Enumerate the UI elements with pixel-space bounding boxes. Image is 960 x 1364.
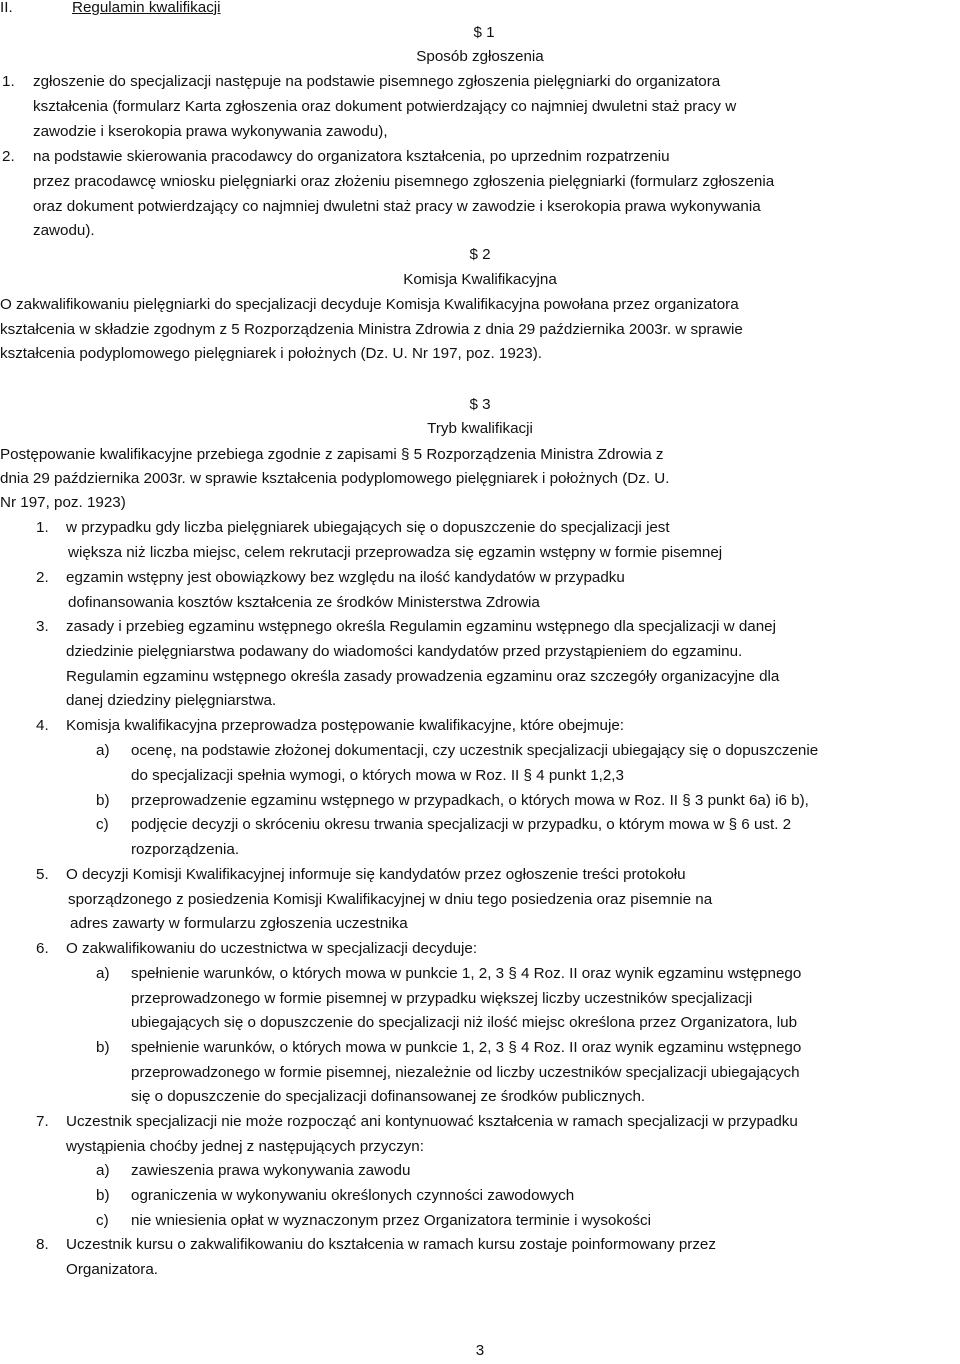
text-line: zawodzie i kserokopia prawa wykonywania zawodu), bbox=[33, 123, 388, 140]
text-line: przez pracodawcę wniosku pielęgniarki oraz złożeniu pisemnego zgłoszenia pielęgniarki (formularz zgłoszenia bbox=[33, 173, 775, 190]
text-line: Nr 197, poz. 1923) bbox=[0, 494, 126, 511]
sub-list-letter: b) bbox=[96, 792, 110, 809]
sub-list-line: spełnienie warunków, o których mowa w punkcie 1, 2, 3 § 4 Roz. II oraz wynik egzaminu wstępnego bbox=[131, 1039, 802, 1056]
list-item-line: egzamin wstępny jest obowiązkowy bez względu na ilość kandydatów w przypadku bbox=[66, 569, 625, 586]
list-item-line: O decyzji Komisji Kwalifikacyjnej informuje się kandydatów przez ogłoszenie treści protokołu bbox=[66, 866, 686, 883]
list-number: 7. bbox=[36, 1113, 49, 1130]
list-number: 4. bbox=[36, 717, 49, 734]
sub-list-letter: c) bbox=[96, 1212, 109, 1229]
section-title: Regulamin kwalifikacji bbox=[72, 0, 221, 16]
sub-list-line: przeprowadzonego w formie pisemnej, niezależnie od liczby uczestników specjalizacji ubiegających bbox=[131, 1064, 800, 1081]
sub-list-line: nie wniesienia opłat w wyznaczonym przez Organizatora terminie i wysokości bbox=[131, 1212, 651, 1229]
text-line: oraz dokument potwierdzający co najmniej dwuletni staż pracy w zawodzie i kserokopia prawa wykonywania bbox=[33, 198, 761, 215]
list-item-line: Uczestnik kursu o zakwalifikowaniu do kształcenia w ramach kursu zostaje poinformowany przez bbox=[66, 1236, 716, 1253]
list-number: 2. bbox=[36, 569, 49, 586]
paragraph-title-2: Komisja Kwalifikacyjna bbox=[403, 271, 557, 288]
sub-list-line: przeprowadzenie egzaminu wstępnego w przypadkach, o których mowa w Roz. II § 3 punkt 6a) i6 b), bbox=[131, 792, 809, 809]
list-item-line: Uczestnik specjalizacji nie może rozpocząć ani kontynuować kształcenia w ramach specjalizacji w przypadku bbox=[66, 1113, 798, 1130]
sub-list-line: ocenę, na podstawie złożonej dokumentacji, czy uczestnik specjalizacji ubiegający się o dopuszczenie bbox=[131, 742, 819, 759]
sub-list-letter: b) bbox=[96, 1039, 110, 1056]
sub-list-letter: a) bbox=[96, 742, 110, 759]
list-number: 1. bbox=[36, 519, 49, 536]
text-line: O zakwalifikowaniu pielęgniarki do specjalizacji decyduje Komisja Kwalifikacyjna powołana przez organizatora bbox=[0, 296, 739, 313]
list-number: 6. bbox=[36, 940, 49, 957]
sub-list-line: spełnienie warunków, o których mowa w punkcie 1, 2, 3 § 4 Roz. II oraz wynik egzaminu wstępnego bbox=[131, 965, 802, 982]
list-item-line: zasady i przebieg egzaminu wstępnego określa Regulamin egzaminu wstępnego dla specjalizacji w danej bbox=[66, 618, 777, 635]
sub-list-line: przeprowadzonego w formie pisemnej w przypadku większej liczby uczestników specjalizacji bbox=[131, 990, 753, 1007]
sub-list-letter: a) bbox=[96, 965, 110, 982]
list-item-line: większa niż liczba miejsc, celem rekrutacji przeprowadza się egzamin wstępny w formie pisemnej bbox=[68, 544, 723, 561]
paragraph-mark-3: $ 3 bbox=[469, 396, 491, 413]
sub-list-letter: b) bbox=[96, 1187, 110, 1204]
text-line: Postępowanie kwalifikacyjne przebiega zgodnie z zapisami § 5 Rozporządzenia Ministra Zdrowia z bbox=[0, 446, 664, 463]
page-number: 3 bbox=[475, 1342, 485, 1359]
list-item-line: adres zawarty w formularzu zgłoszenia uczestnika bbox=[70, 915, 408, 932]
sub-list-line: rozporządzenia. bbox=[131, 841, 240, 858]
paragraph-mark-2: $ 2 bbox=[469, 246, 491, 263]
paragraph-mark-1: $ 1 bbox=[473, 24, 495, 41]
list-number: 5. bbox=[36, 866, 49, 883]
sub-list-line: się o dopuszczenie do specjalizacji dofinansowanej ze środków publicznych. bbox=[131, 1088, 646, 1105]
text-line: zawodu). bbox=[33, 222, 95, 239]
sub-list-line: ubiegających się o dopuszczenie do specjalizacji niż ilość miejsc określona przez Organizatora, lub bbox=[131, 1014, 798, 1031]
paragraph-title-3: Tryb kwalifikacji bbox=[427, 420, 533, 437]
sub-list-letter: a) bbox=[96, 1162, 110, 1179]
sub-list-line: podjęcie decyzji o skróceniu okresu trwania specjalizacji w przypadku, o którym mowa w § 6 ust. 2 bbox=[131, 816, 792, 833]
list-item-line: w przypadku gdy liczba pielęgniarek ubiegających się o dopuszczenie do specjalizacji jest bbox=[66, 519, 670, 536]
list-item-line: sporządzonego z posiedzenia Komisji Kwalifikacyjnej w dniu tego posiedzenia oraz pisemnie na bbox=[68, 891, 713, 908]
text-line: kształcenia w składzie zgodnym z 5 Rozporządzenia Ministra Zdrowia z dnia 29 października 2003r. w sprawie bbox=[0, 321, 743, 338]
sub-list-line: do specjalizacji spełnia wymogi, o których mowa w Roz. II § 4 punkt 1,2,3 bbox=[131, 767, 624, 784]
list-item-line: danej dziedziny pielęgniarstwa. bbox=[66, 692, 277, 709]
sub-list-line: ograniczenia w wykonywaniu określonych czynności zawodowych bbox=[131, 1187, 575, 1204]
text-line: kształcenia podyplomowego pielęgniarek i położnych (Dz. U. Nr 197, poz. 1923). bbox=[0, 345, 542, 362]
text-line: dnia 29 października 2003r. w sprawie kształcenia podyplomowego pielęgniarek i położnych (Dz. U. bbox=[0, 470, 670, 487]
list-number: 8. bbox=[36, 1236, 49, 1253]
text-line: kształcenia (formularz Karta zgłoszenia oraz dokument potwierdzający co najmniej dwuletni staż pracy w bbox=[33, 98, 737, 115]
list-number: 2. bbox=[2, 148, 15, 165]
list-number: 1. bbox=[2, 73, 15, 90]
section-roman-numeral: II. bbox=[0, 0, 13, 16]
sub-list-letter: c) bbox=[96, 816, 109, 833]
list-item-line: Komisja kwalifikacyjna przeprowadza postępowanie kwalifikacyjne, które obejmuje: bbox=[66, 717, 624, 734]
text-line: na podstawie skierowania pracodawcy do organizatora kształcenia, po uprzednim rozpatrzeniu bbox=[33, 148, 670, 165]
sub-list-line: zawieszenia prawa wykonywania zawodu bbox=[131, 1162, 411, 1179]
list-item-line: dofinansowania kosztów kształcenia ze środków Ministerstwa Zdrowia bbox=[68, 594, 540, 611]
list-item-line: O zakwalifikowaniu do uczestnictwa w specjalizacji decyduje: bbox=[66, 940, 478, 957]
list-number: 3. bbox=[36, 618, 49, 635]
paragraph-title-1: Sposób zgłoszenia bbox=[416, 48, 544, 65]
list-item-line: Regulamin egzaminu wstępnego określa zasady prowadzenia egzaminu oraz szczegóły organizacyjne dla bbox=[66, 668, 780, 685]
text-line: zgłoszenie do specjalizacji następuje na podstawie pisemnego zgłoszenia pielęgniarki do organizatora bbox=[33, 73, 721, 90]
list-item-line: wystąpienia choćby jednej z następujących przyczyn: bbox=[66, 1138, 424, 1155]
list-item-line: dziedzinie pielęgniarstwa podawany do wiadomości kandydatów przed przystąpieniem do egzaminu. bbox=[66, 643, 743, 660]
list-item-line: Organizatora. bbox=[66, 1261, 159, 1278]
